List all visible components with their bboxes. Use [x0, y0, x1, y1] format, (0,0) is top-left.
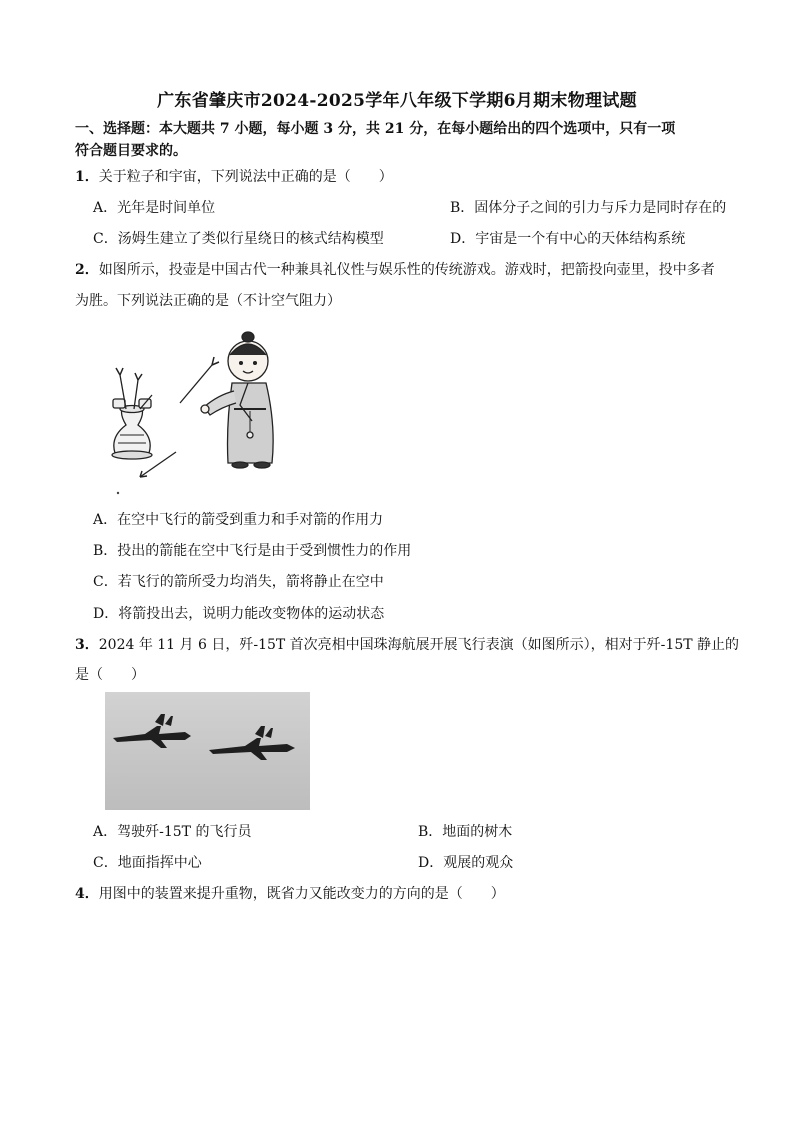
pitch-pot-illustration: [100, 325, 290, 500]
question-3-option-b[interactable]: B．地面的树木: [418, 824, 513, 840]
question-2-option-b[interactable]: B．投出的箭能在空中飞行是由于受到惯性力的作用: [93, 543, 412, 559]
question-3-option-d[interactable]: D．观展的观众: [418, 855, 514, 871]
section-heading-line1: 一、选择题：本大题共 7 小题，每小题 3 分，共 21 分，在每小题给出的四个选项中，只有一项: [75, 121, 676, 137]
page-title: 广东省肇庆市2024-2025学年八年级下学期6月期末物理试题: [157, 91, 637, 111]
question-3: [75, 634, 739, 654]
question-1-option-d[interactable]: D．宇宙是一个有中心的天体结构系统: [450, 231, 686, 247]
question-1-option-b[interactable]: B．固体分子之间的引力与斥力是同时存在的: [450, 200, 727, 216]
question-1-number: 1．: [75, 169, 99, 185]
question-2-option-a[interactable]: A．在空中飞行的箭受到重力和手对箭的作用力: [93, 512, 384, 528]
question-1-option-a[interactable]: A．光年是时间单位: [93, 200, 216, 216]
question-3-option-a[interactable]: A．驾驶歼-15T 的飞行员: [93, 824, 252, 840]
question-3-number: 3．: [75, 637, 99, 653]
question-2-option-c[interactable]: C．若飞行的箭所受力均消失，箭将静止在空中: [93, 574, 384, 590]
question-4-stem: 用图中的装置来提升重物，既省力又能改变力的方向的是（ ）: [98, 886, 505, 902]
section-heading-line2: 符合题目要求的。: [75, 143, 187, 159]
question-1-stem: 关于粒子和宇宙，下列说法中正确的是（ ）: [98, 169, 393, 185]
question-2-stem-line1: 如图所示，投壶是中国古代一种兼具礼仪性与娱乐性的传统游戏。游戏时，把箭投向壶里，投中多者: [98, 262, 715, 278]
question-3-option-c[interactable]: C．地面指挥中心: [93, 855, 202, 871]
question-3-stem-line2: 是（ ）: [75, 667, 145, 683]
question-2-option-d[interactable]: D．将箭投出去，说明力能改变物体的运动状态: [93, 606, 385, 622]
question-2: [75, 259, 715, 279]
question-1: [75, 166, 393, 186]
jets-graphic: [105, 692, 310, 810]
question-4-number: 4．: [75, 886, 99, 902]
question-3-stem-line1: 2024 年 11 月 6 日，歼-15T 首次亮相中国珠海航展开展飞行表演（如图所示），相对于歼-15T 静止的: [98, 637, 740, 653]
question-4: [75, 883, 505, 903]
question-1-option-c[interactable]: C．汤姆生建立了类似行星绕日的核式结构模型: [93, 231, 384, 247]
question-2-number: 2．: [75, 262, 99, 278]
question-2-stem-line2: 为胜。下列说法正确的是（不计空气阻力）: [75, 293, 341, 309]
fighter-jets-photo: [105, 692, 310, 810]
